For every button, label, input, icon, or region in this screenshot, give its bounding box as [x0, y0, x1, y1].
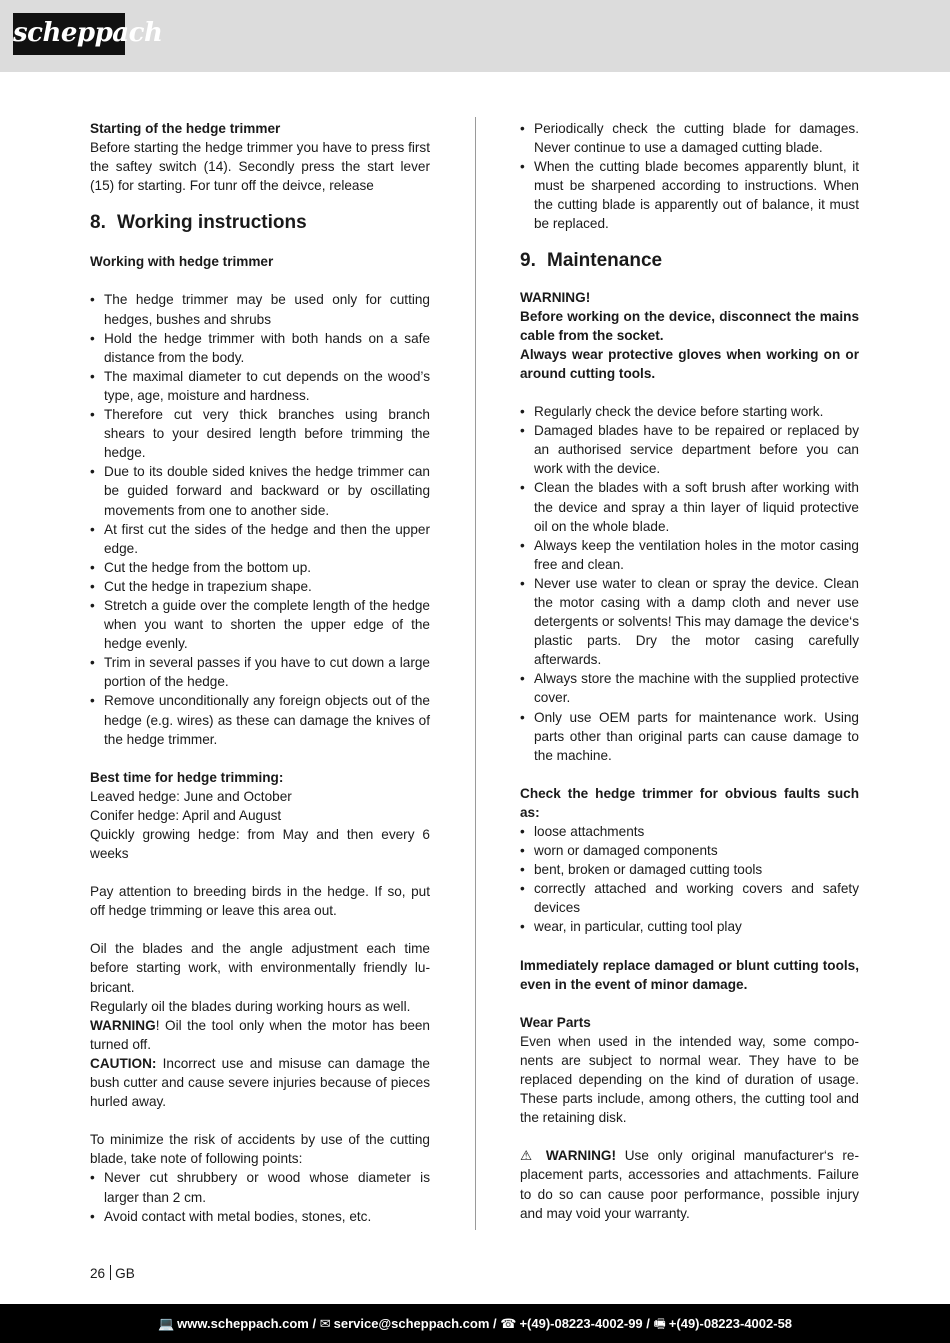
- oil-regular-text: Regularly oil the blades during working hours as well.: [90, 998, 411, 1014]
- list-item: • Damaged blades have to be repaired or replaced by an authorised service department before you can work with the device.: [520, 421, 859, 478]
- mail-icon: ✉: [319, 1316, 331, 1331]
- replace-notice: Immediately replace damaged or blunt cutting tools, even in the event of minor damage.: [520, 957, 859, 992]
- caution-note: [90, 1054, 430, 1111]
- list-item: • Avoid contact with metal bodies, stones, etc.: [90, 1207, 430, 1226]
- working-list: [90, 290, 430, 748]
- list-item: • The maximal diameter to cut depends on the wood’s type, age, moisture and hardness.: [90, 367, 430, 405]
- birds-text: Pay attention to breeding birds in the hedge. If so, put off hedge trimming or leave this area out.: [90, 884, 430, 919]
- website-link[interactable]: www.scheppach.com: [177, 1316, 309, 1331]
- list-item: • Clean the blades with a soft brush after working with the device and spray a thin layer of liquid protective oil on the whole blade.: [520, 478, 859, 535]
- risk-list: [90, 1168, 430, 1225]
- page-number-value: 26: [90, 1266, 106, 1281]
- starting-text: Before starting the hedge trimmer you have to press first the saftey switch (14). Secondly press the start lever (15) for starting. For tunr off the deivce, release: [90, 140, 430, 194]
- list-item: • At first cut the sides of the hedge and then the upper edge.: [90, 520, 430, 558]
- section-number: 9.: [520, 249, 536, 271]
- warning-label: WARNING: [90, 1017, 156, 1033]
- list-item: • Due to its double sided knives the hedge trimmer can be guided forward and backward or by oscillating movements from one to another side.: [90, 462, 430, 519]
- best-time-line: Quickly growing hedge: from May and then every 6 weeks: [90, 827, 430, 862]
- computer-icon: 💻: [157, 1316, 175, 1331]
- list-item: • Periodically check the cutting blade for damages. Never continue to use a damaged cutting blade.: [520, 119, 859, 157]
- maintenance-warning-line: Always wear protective gloves when working on or around cutting tools.: [520, 346, 859, 381]
- scheppach-logo: scheppach: [13, 13, 125, 55]
- working-heading: Working with hedge trimmer: [90, 254, 274, 270]
- final-warning: [520, 1146, 859, 1222]
- left-column: [90, 119, 430, 1226]
- list-item: • Stretch a guide over the complete length of the hedge when you want to shorten the upper edge of the hedge evenly.: [90, 596, 430, 653]
- list-item: • Trim in several passes if you have to cut down a large portion of the hedge.: [90, 653, 430, 691]
- maintenance-warning-title: WARNING!: [520, 289, 591, 305]
- phone-number: +(49)-08223-4002-99: [519, 1316, 643, 1331]
- fax-icon: 🖷: [653, 1316, 666, 1331]
- wear-parts-heading: Wear Parts: [520, 1014, 591, 1030]
- phone-icon: ☎: [500, 1316, 517, 1331]
- section-9-title: [520, 249, 859, 273]
- language-code: GB: [115, 1266, 135, 1281]
- list-item: • The hedge trimmer may be used only for cutting hedges, bushes and shrubs: [90, 290, 430, 328]
- oil-warning: [90, 1016, 430, 1054]
- column-divider: [475, 117, 476, 1230]
- list-item: • Hold the hedge trimmer with both hands on a safe distance from the body.: [90, 329, 430, 367]
- separator: /: [489, 1316, 501, 1331]
- footer-band: [0, 1304, 950, 1343]
- maintenance-warning-line: Before working on the device, disconnect the mains cable from the socket.: [520, 308, 859, 343]
- blade-check-list: [520, 119, 859, 234]
- header-band: [0, 0, 950, 72]
- page-separator: [110, 1265, 111, 1280]
- list-item: • Remove unconditionally any foreign objects out of the hedge (e.g. wires) as these can damage the knives of the hedge trimmer.: [90, 691, 430, 748]
- separator: /: [642, 1316, 654, 1331]
- list-item: • Never use water to clean or spray the device. Clean the motor casing with a damp cloth and never use detergents or solvents! This may damage the device‘s plastic parts. Dry the motor casing carefully afterwards.: [520, 574, 859, 669]
- list-item: • bent, broken or damaged cutting tools: [520, 860, 859, 879]
- section-title-text: Working instructions: [117, 212, 307, 234]
- page-number: [90, 1264, 135, 1283]
- starting-heading: Starting of the hedge trimmer: [90, 121, 281, 136]
- separator: /: [308, 1316, 320, 1331]
- contact-line: [0, 1314, 950, 1333]
- best-time-heading: Best time for hedge trimming:: [90, 769, 284, 785]
- wear-parts-text: Even when used in the intended way, some components are subject to normal wear. They have to be replaced depending on the kind of duration of usage. These parts include, among others, the cutting tool and the retaining disk.: [520, 1033, 859, 1126]
- list-item: • Always keep the ventilation holes in the motor casing free and clean.: [520, 536, 859, 574]
- caution-label: CAUTION:: [90, 1055, 157, 1071]
- list-item: • Regularly check the device before starting work.: [520, 402, 859, 421]
- email-link[interactable]: service@scheppach.com: [333, 1316, 490, 1331]
- oil-text: Oil the blades and the angle adjustment each time before starting work, with environmentally friendly lubricant.: [90, 941, 430, 995]
- final-warning-text: Use only original manufacturer‘s replacement parts, accessories and attachments. Failure to do so can cause poor performance, possible injury and may void your warranty.: [520, 1148, 859, 1221]
- best-time-line: Leaved hedge: June and October: [90, 788, 292, 804]
- list-item: • wear, in particular, cutting tool play: [520, 917, 859, 936]
- caution-text: Incorrect use and misuse can damage the bush cutter and cause severe injuries because of pieces hurled away.: [90, 1055, 430, 1110]
- list-item: • Cut the hedge from the bottom up.: [90, 558, 430, 577]
- best-time-line: Conifer hedge: April and August: [90, 807, 282, 823]
- final-warning-label: WARNING!: [545, 1148, 617, 1164]
- section-number: 8.: [90, 212, 106, 234]
- list-item: • Always store the machine with the supplied protective cover.: [520, 669, 859, 707]
- right-column: [520, 119, 859, 1223]
- warning-text: ! Oil the tool only when the motor has been turned off.: [90, 1017, 430, 1052]
- list-item: • worn or damaged components: [520, 841, 859, 860]
- list-item: • loose attachments: [520, 822, 859, 841]
- warning-triangle-icon: ⚠: [520, 1148, 538, 1164]
- section-8-title: [90, 211, 430, 235]
- list-item: • Never cut shrubbery or wood whose diameter is larger than 2 cm.: [90, 1168, 430, 1206]
- section-title-text: Maintenance: [547, 249, 663, 271]
- list-item: • Therefore cut very thick branches using branch shears to your desired length before trimming the hedge.: [90, 405, 430, 462]
- faults-heading: Check the hedge trimmer for obvious faults such as:: [520, 785, 859, 820]
- risk-intro: To minimize the risk of accidents by use of the cutting blade, take note of following points:: [90, 1132, 430, 1167]
- list-item: • Only use OEM parts for maintenance work. Using parts other than original parts can cause damage to the machine.: [520, 708, 859, 765]
- fax-number: +(49)-08223-4002-58: [668, 1316, 793, 1331]
- list-item: • correctly attached and working covers and safety devices: [520, 879, 859, 917]
- list-item: • When the cutting blade becomes apparently blunt, it must be sharpened according to instructions. When the cutting blade is apparently out of balance, it must be replaced.: [520, 157, 859, 233]
- maintenance-list: [520, 402, 859, 765]
- faults-list: [520, 822, 859, 937]
- list-item: • Cut the hedge in trapezium shape.: [90, 577, 430, 596]
